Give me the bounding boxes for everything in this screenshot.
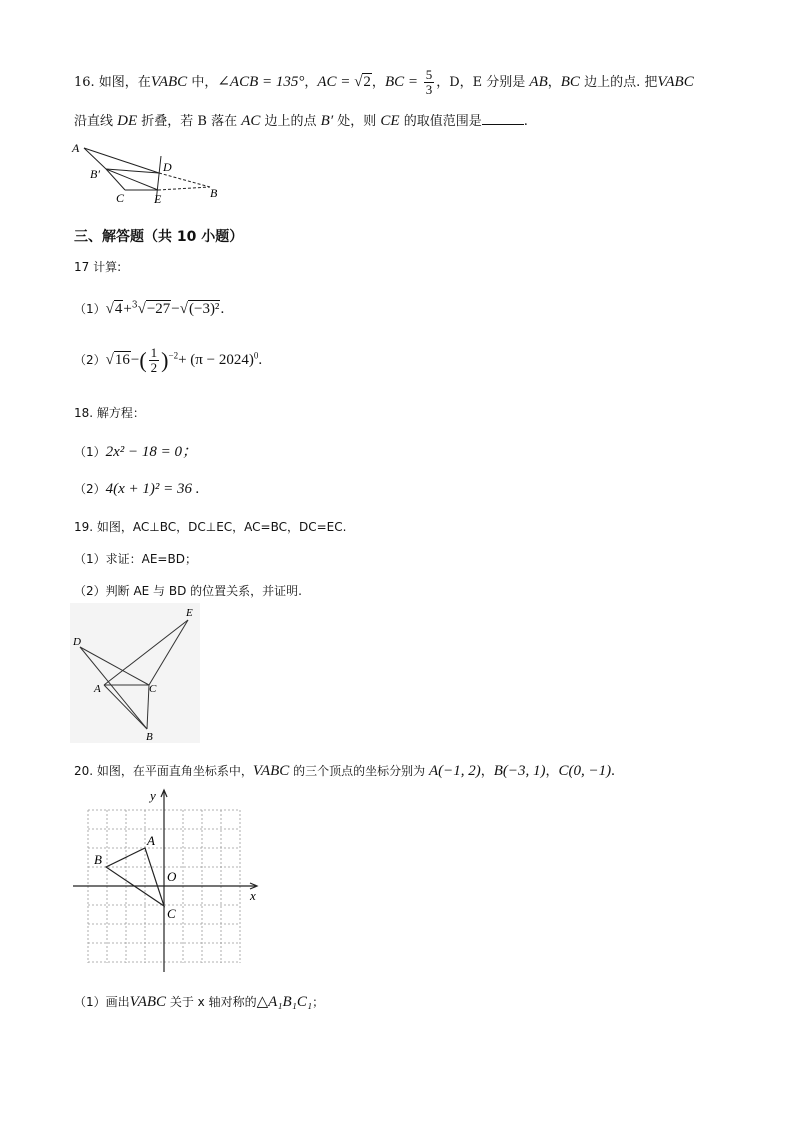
q16-line1: 16. 如图，在VABC 中，∠ACB = 135°，AC = √2，BC = $\frac{5}{3}$ ，D，E 分别是 AB，BC 边上的点. 把VABC — [74, 67, 694, 97]
q16-ac-root: 2 — [363, 74, 371, 90]
answer-blank[interactable] — [482, 112, 524, 125]
q16-label-bp: B′ — [90, 167, 100, 181]
q20-label-a: A — [147, 833, 155, 848]
q17-part1: （1）√4+$^3$√−27−√(−3)². — [74, 300, 225, 317]
q16-ab: AB — [529, 74, 548, 90]
q20-origin: O — [167, 869, 177, 884]
q16-prefix: 16. 如图，在 — [74, 75, 151, 90]
q16-label-e: E — [154, 192, 162, 206]
q16-ac-expr: AC = — [317, 74, 355, 90]
q16-edge-text: 边上的点. 把 — [579, 75, 658, 90]
q16-ce: CE — [380, 113, 400, 129]
q19-label-a: A — [94, 683, 101, 695]
q16-bc-expr: BC = — [384, 74, 422, 90]
q18-part2: （2）4(x + 1)² = 36 . — [74, 481, 200, 497]
q19-part1: （1）求证：AE=BD； — [74, 552, 197, 566]
q16-label-b: B — [210, 186, 218, 200]
q16-bprime: B′ — [320, 113, 334, 129]
q18-title: 18. 解方程： — [74, 406, 145, 420]
q16-bc: BC — [560, 74, 580, 90]
q20-axis-y: y — [150, 788, 156, 803]
q16-bc-fraction: $\frac{5}{3}$ — [425, 67, 433, 97]
q16-angle: ∠ACB = 135° — [217, 74, 305, 90]
q20-label-b: B — [94, 852, 102, 867]
q20-coordinate-figure — [70, 788, 270, 978]
q16-line2: 沿直线 DE 折叠，若 B 落在 AC 边上的点 B′ 处，则 CE 的取值范围是 . — [74, 113, 528, 129]
q20-axis-x: x — [250, 888, 256, 903]
q17-title: 17 计算: — [74, 260, 122, 274]
q16-triangle-2: VABC — [657, 74, 694, 90]
q16-de: DE — [117, 113, 138, 129]
q19-label-c: C — [149, 683, 157, 695]
q16-ac: AC — [241, 113, 261, 129]
section-title: 三、解答题（共 10 小题） — [74, 229, 244, 245]
q16-label-d: D — [163, 160, 172, 174]
q18-part1: （1）2x² − 18 = 0； — [74, 444, 198, 460]
q19-figure — [70, 603, 200, 743]
q19-label-d: D — [73, 636, 81, 648]
q16-de-text: ，D，E 分别是 — [436, 75, 530, 90]
q20-part1: （1）画出VABC 关于 x 轴对称的△A₁B₁C₁； — [74, 994, 325, 1010]
q16-in: 中， — [187, 75, 218, 90]
q20-label-c: C — [167, 906, 176, 921]
q16-figure — [70, 140, 230, 208]
q19-part2: （2）判断 AE 与 BD 的位置关系，并证明. — [74, 584, 302, 598]
q20-title: 20. 如图，在平面直角坐标系中，VABC 的三个顶点的坐标分别为 A(−1, 2)，B(−3, 1)，C(0, −1). — [74, 763, 615, 779]
q19-label-e: E — [186, 607, 193, 619]
q19-title: 19. 如图，AC⊥BC，DC⊥EC，AC=BC，DC=EC. — [74, 520, 347, 534]
q19-label-b: B — [146, 731, 153, 743]
q16-label-a: A — [72, 141, 80, 155]
q16-triangle: VABC — [150, 74, 188, 90]
q16-label-c: C — [116, 191, 125, 205]
q17-part2: （2）√16−( $\frac{1}{2}$ )$^{-2}+ (\pi - 2024)^0$. — [74, 345, 263, 375]
